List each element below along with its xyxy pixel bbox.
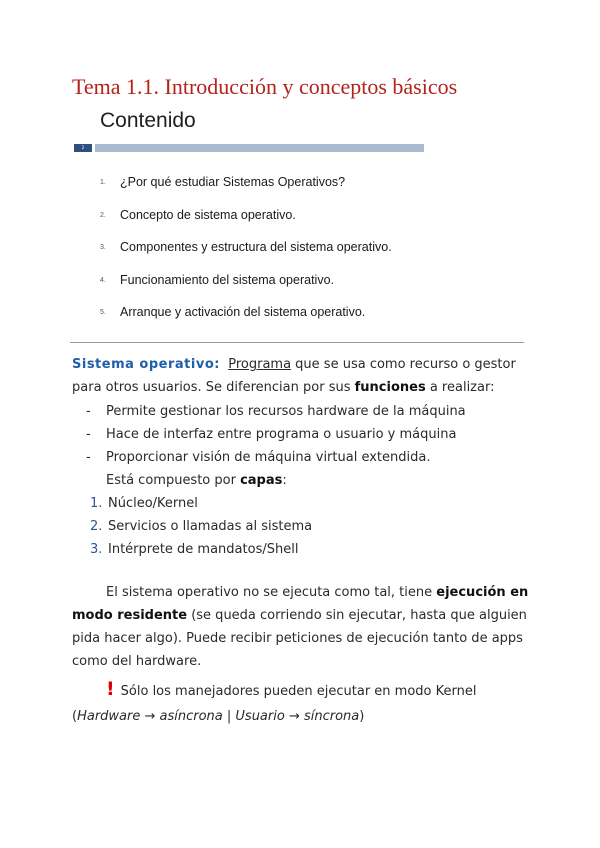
contents-list — [100, 175, 392, 338]
list-item — [90, 492, 312, 515]
layer-number: 1. — [90, 496, 103, 511]
definition-paragraph — [72, 353, 532, 399]
list-item — [100, 240, 392, 273]
list-item — [100, 305, 392, 338]
definition-term: Sistema operativo — [72, 357, 215, 372]
layer-text: Servicios o llamadas al sistema — [108, 519, 313, 534]
list-item — [100, 208, 392, 241]
slide-number-bar: 2 — [74, 144, 92, 152]
item-text: Concepto de sistema operativo. — [120, 207, 296, 222]
definition-colon: : — [214, 357, 220, 372]
divider — [70, 342, 524, 343]
item-text: ¿Por qué estudiar Sistemas Operativos? — [120, 175, 346, 189]
slide-accent-bar — [95, 144, 424, 152]
function-text: Hace de interfaz entre programa o usuario y máquina — [106, 427, 457, 442]
slide-heading: Contenido — [100, 109, 196, 132]
warning-line — [106, 678, 476, 700]
layer-number: 2. — [90, 519, 103, 534]
definition-bold: funciones — [354, 380, 426, 395]
item-number: 5. — [100, 309, 106, 316]
layer-text: Núcleo/Kernel — [108, 496, 198, 511]
item-text: Arranque y activación del sistema operativo. — [120, 305, 366, 319]
page-title: Tema 1.1. Introducción y conceptos básicos — [72, 74, 458, 99]
layers-intro-text: Está compuesto por — [106, 473, 241, 488]
list-item — [90, 538, 312, 561]
definition-text-a: que se usa como recurso o gestor para otros usuarios. Se diferencian por sus — [72, 357, 516, 395]
list-item: - Permite gestionar los recursos hardware de la máquina — [86, 404, 466, 419]
list-item: - Hace de interfaz entre programa o usuario y máquina — [86, 427, 457, 442]
layers-intro-end: : — [282, 473, 287, 488]
note-text: Hardware → asíncrona | Usuario → síncrona — [77, 709, 360, 724]
layer-text: Intérprete de mandatos/Shell — [108, 542, 299, 557]
layers-intro-bold: capas — [240, 473, 283, 488]
list-item — [100, 175, 392, 208]
sync-note — [72, 709, 364, 724]
paragraph-text-a: El sistema operativo no se ejecuta como tal, tiene — [106, 585, 437, 600]
exclamation-icon: ! — [106, 678, 115, 700]
functions-list — [86, 400, 466, 469]
function-text: Proporcionar visión de máquina virtual extendida. — [106, 450, 431, 465]
layers-list — [90, 492, 312, 561]
list-item — [90, 515, 312, 538]
function-text: Permite gestionar los recursos hardware de la máquina — [106, 404, 466, 419]
note-close: ) — [359, 709, 365, 724]
layer-number: 3. — [90, 542, 103, 557]
item-text: Componentes y estructura del sistema operativo. — [120, 240, 392, 254]
definition-link-word: Programa — [228, 357, 292, 372]
execution-paragraph — [72, 581, 532, 673]
paragraph-bold: ejecución en modo residente — [72, 585, 529, 623]
layers-intro — [106, 469, 287, 492]
warning-text: Sólo los manejadores pueden ejecutar en modo Kernel — [120, 684, 477, 699]
item-number: 3. — [100, 244, 106, 251]
item-number: 4. — [100, 276, 106, 284]
item-number: 2. — [100, 211, 106, 219]
item-text: Funcionamiento del sistema operativo. — [120, 272, 335, 287]
note-open: ( — [72, 709, 78, 724]
paragraph-text-b: (se queda corriendo sin ejecutar, hasta que alguien pida hacer algo). Puede recibir peticiones de ejecución tanto de apps como del hardware. — [72, 608, 527, 669]
item-number: 1. — [100, 179, 106, 186]
list-item — [100, 273, 392, 306]
definition-text-b: a realizar: — [425, 380, 495, 395]
list-item: - Proporcionar visión de máquina virtual extendida. — [86, 450, 431, 465]
